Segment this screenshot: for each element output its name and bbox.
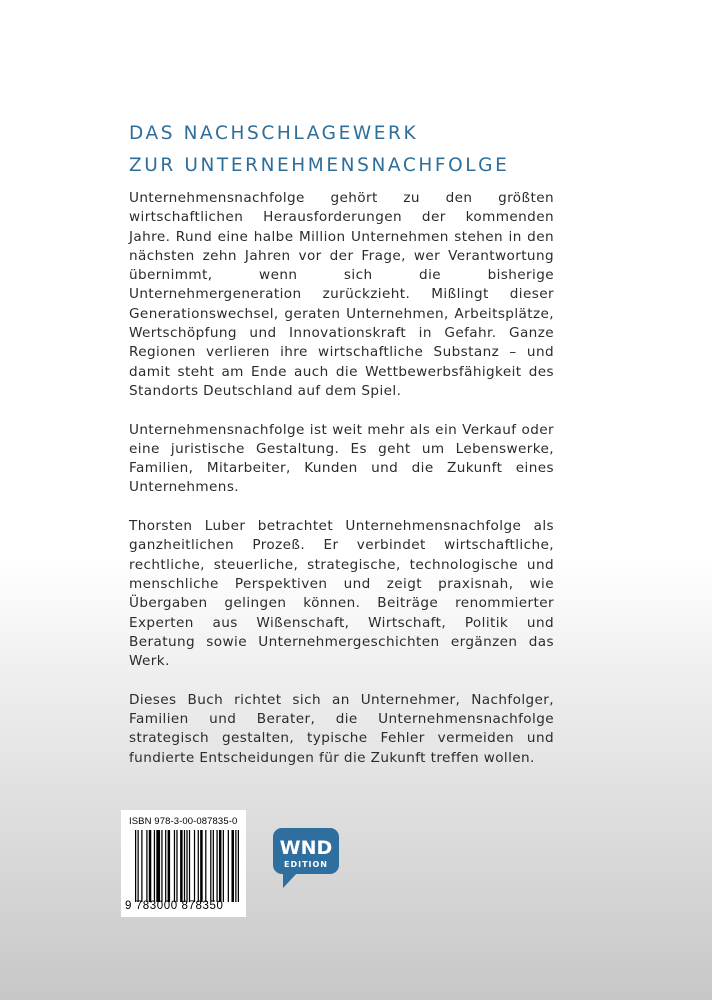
wnd-edition-logo: [271, 826, 341, 890]
blurb-paragraph-3: Thorsten Luber betrachtet Unternehmensnachfolge als ganzheitlichen Prozeß. Er verbindet wirtschaftliche, rechtliche, steuerliche, strategische, technologische und menschliche Perspektiven und zeigt praxisnah, wie Übergaben gelingen können. Beiträge renommierter Experten aus Wißenschaft, Wirtschaft, Politik und Beratung sowie Unternehmergeschichten ergänzen das Werk.: [129, 518, 554, 670]
blurb-paragraph-2: Unternehmensnachfolge ist weit mehr als ein Verkauf oder eine juristische Gestaltung. Es geht um Lebenswerke, Familien, Mitarbeiter, Kunden und die Zukunft eines Unternehmens.: [129, 421, 554, 496]
heading-line-1: DAS NACHSCHLAGEWERK: [129, 123, 419, 144]
blurb-text: [129, 189, 554, 787]
logo-text-edition: EDITION: [283, 860, 329, 869]
logo-text-wnd: WND: [279, 837, 333, 859]
ean-digits: 9 783000 878350: [125, 900, 224, 912]
wnd-edition-logo-mark: [271, 826, 341, 890]
heading-line-2: ZUR UNTERNEHMENSNACHFOLGE: [129, 155, 510, 176]
blurb-paragraph-1: Unternehmensnachfolge gehört zu den größten wirtschaftlichen Herausforderungen der kommenden Jahre. Rund eine halbe Million Unternehmen stehen in den nächsten zehn Jahren vor der Frage, wer Verantwortung übernimmt, wenn sich die bisherige Unternehmergeneration zurückzieht. Mißlingt dieser Generationswechsel, geraten Unternehmen, Arbeitsplätze, Wertschöpfung und Innovationskraft in Gefahr. Ganze Regionen verlieren ihre wirtschaftliche Substanz – und damit steht am Ende auch die Wettbewerbsfähigkeit des Standorts Deutschland auf dem Spiel.: [129, 190, 554, 399]
back-cover-heading: [129, 118, 589, 182]
blurb-paragraph-4: Dieses Buch richtet sich an Unternehmer, Nachfolger, Familien und Berater, die Unternehmensnachfolge strategisch gestalten, typische Fehler vermeiden und fundierte Entscheidungen für die Zukunft treffen wollen.: [129, 691, 554, 766]
barcode-bars: [135, 830, 239, 902]
isbn-label: ISBN 978-3-00-087835-0: [129, 816, 238, 827]
isbn-barcode: [121, 810, 246, 917]
